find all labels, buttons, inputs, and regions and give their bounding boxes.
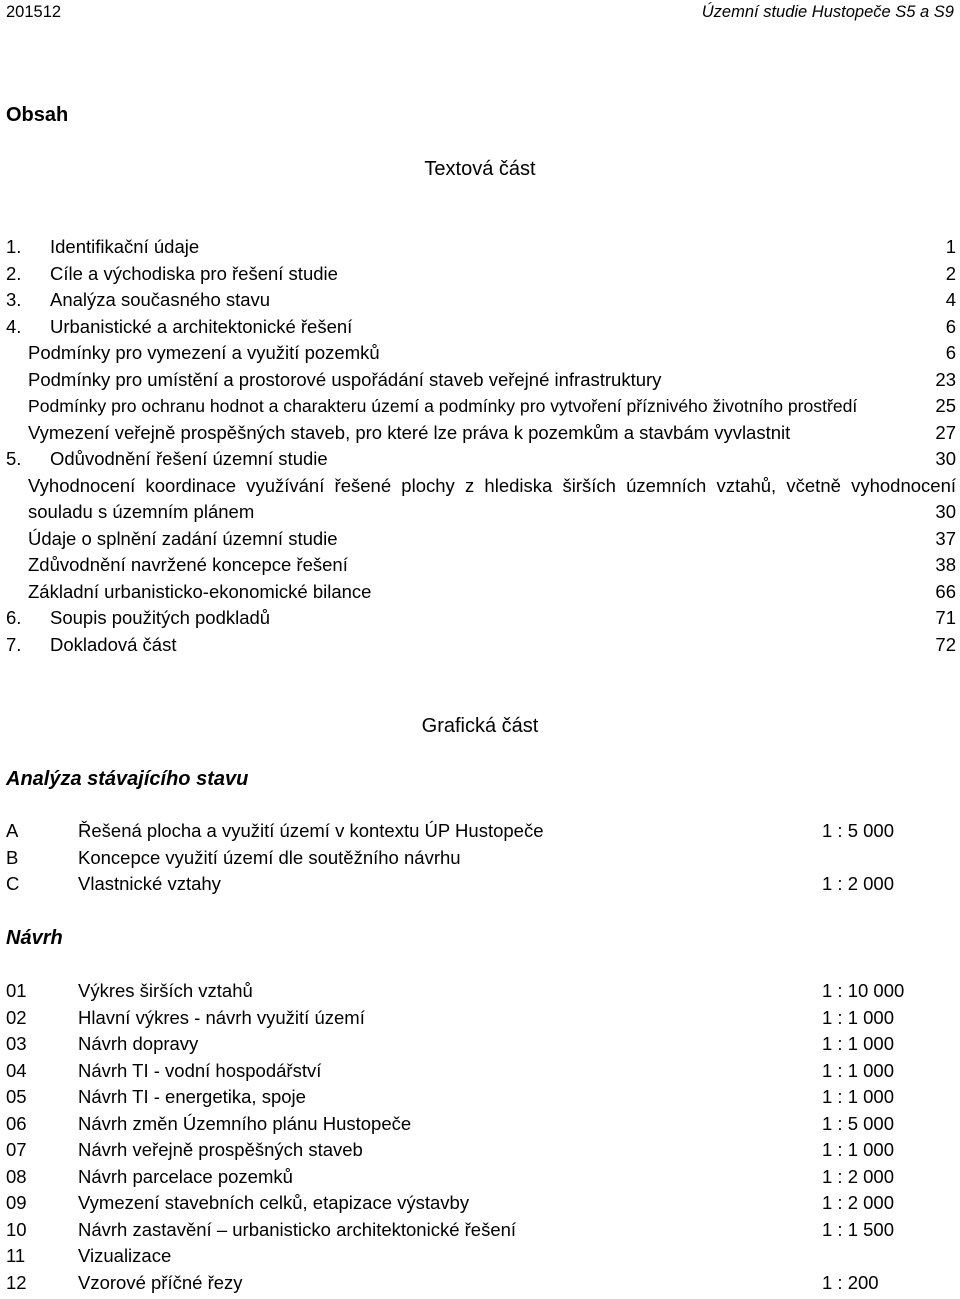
drawing-title: Vymezení stavebních celků, etapizace výstavby: [78, 1192, 470, 1213]
toc-row[interactable]: [6, 287, 956, 314]
toc-number: 3.: [6, 289, 22, 310]
page-header: [6, 3, 954, 23]
drawing-code: C: [6, 873, 20, 894]
drawing-row[interactable]: [6, 1270, 906, 1297]
toc-label: Podmínky pro umístění a prostorové uspořádání staveb veřejné infrastruktury: [28, 368, 662, 390]
toc-page: 23: [935, 368, 956, 390]
toc-row[interactable]: [6, 340, 956, 367]
toc-label: Podmínky pro ochranu hodnot a charakteru území a podmínky pro vytvoření příznivého životního prostředí: [28, 396, 858, 416]
toc-row[interactable]: [6, 234, 956, 261]
drawing-scale: 1 : 1 000: [822, 1006, 895, 1028]
toc-row[interactable]: [6, 420, 956, 447]
drawing-title: Návrh parcelace pozemků: [78, 1165, 293, 1187]
drawing-scale: 1 : 2 000: [822, 873, 895, 894]
drawing-title: Vlastnické vztahy: [78, 873, 221, 894]
drawing-code: 09: [6, 1192, 27, 1213]
drawing-scale: 1 : 5 000: [822, 820, 895, 841]
drawing-code: 02: [6, 1006, 27, 1028]
drawing-row[interactable]: [6, 818, 906, 845]
toc-row[interactable]: [6, 605, 956, 632]
drawing-title: Návrh dopravy: [78, 1033, 199, 1054]
toc-label: Údaje o splnění zadání územní studie: [28, 527, 338, 549]
drawing-code: A: [6, 820, 19, 841]
proposal-heading: Návrh: [6, 927, 63, 949]
drawing-row[interactable]: [6, 1111, 906, 1138]
toc-label: Vyhodnocení koordinace využívání řešené plochy z hlediska širších územních vztahů, včetně vyhodnocení: [28, 474, 956, 496]
drawing-code: B: [6, 846, 19, 868]
toc-label: Identifikační údaje: [50, 236, 200, 257]
drawing-title: Návrh veřejně prospěšných staveb: [78, 1139, 363, 1160]
toc-page: 72: [935, 633, 956, 655]
toc-number: 2.: [6, 262, 22, 284]
drawing-row[interactable]: [6, 1084, 906, 1111]
drawing-scale: 1 : 2 000: [822, 1165, 895, 1187]
toc-label: Dokladová část: [50, 633, 177, 655]
graphic-part-title: Grafická část: [421, 715, 539, 737]
contents-heading: Obsah: [6, 104, 69, 126]
toc-page: 2: [945, 262, 956, 284]
drawing-row[interactable]: [6, 871, 906, 898]
drawing-row[interactable]: [6, 1137, 906, 1164]
drawing-title: Vzorové příčné řezy: [78, 1271, 243, 1293]
toc-page: 1: [945, 236, 956, 257]
drawing-row[interactable]: [6, 1031, 906, 1058]
toc-row[interactable]: [6, 261, 956, 288]
drawing-code: 11: [6, 1245, 26, 1266]
proposal-drawing-list: [6, 978, 906, 1296]
drawing-title: Návrh TI - energetika, spoje: [78, 1086, 306, 1107]
toc-label: Soupis použitých podkladů: [50, 607, 271, 628]
toc-label: Základní urbanisticko-ekonomické bilance: [28, 580, 372, 602]
toc-row[interactable]: [6, 367, 956, 394]
toc-row[interactable]: [6, 499, 956, 526]
toc-row[interactable]: [6, 393, 956, 420]
drawing-scale: 1 : 5 000: [822, 1112, 895, 1134]
toc-page: 38: [935, 554, 956, 575]
toc-label: Urbanistické a architektonické řešení: [50, 315, 353, 337]
drawing-row[interactable]: [6, 1217, 906, 1244]
drawing-scale: 1 : 200: [822, 1271, 879, 1293]
toc-page: 6: [945, 342, 956, 363]
toc-page: 25: [935, 395, 956, 416]
drawing-scale: 1 : 2 000: [822, 1192, 895, 1213]
drawing-scale: 1 : 1 000: [822, 1086, 895, 1107]
drawing-title: Návrh zastavění – urbanisticko architektonické řešení: [78, 1218, 517, 1240]
drawing-row[interactable]: [6, 1190, 906, 1217]
drawing-title: Hlavní výkres - návrh využití území: [78, 1006, 365, 1028]
drawing-scale: 1 : 1 000: [822, 1033, 895, 1054]
drawing-code: 12: [6, 1271, 27, 1293]
document-title: Územní studie Hustopeče S5 a S9: [701, 3, 954, 21]
drawing-code: 08: [6, 1165, 27, 1187]
drawing-row[interactable]: [6, 1243, 906, 1270]
text-part-title: Textová část: [424, 158, 536, 180]
drawing-row[interactable]: [6, 1164, 906, 1191]
drawing-code: 01: [6, 980, 27, 1001]
document-code: 201512: [6, 3, 62, 21]
drawing-code: 06: [6, 1112, 27, 1134]
drawing-title: Řešená plocha a využití území v kontextu ÚP Hustopeče: [78, 820, 544, 841]
drawing-row[interactable]: [6, 978, 906, 1005]
drawing-title: Vizualizace: [78, 1245, 172, 1266]
toc-page: 71: [935, 607, 956, 628]
toc-page: 30: [935, 448, 956, 469]
toc-row[interactable]: [6, 579, 956, 606]
drawing-title: Návrh změn Územního plánu Hustopeče: [78, 1112, 412, 1134]
drawing-title: Návrh TI - vodní hospodářství: [78, 1059, 322, 1081]
toc-number: 4.: [6, 315, 22, 337]
toc-label: Cíle a východiska pro řešení studie: [50, 262, 338, 284]
drawing-scale: 1 : 1 500: [822, 1218, 895, 1240]
text-part-toc: [6, 234, 956, 658]
toc-label: Analýza současného stavu: [50, 289, 271, 310]
drawing-title: Výkres širších vztahů: [78, 980, 253, 1001]
toc-page: 27: [935, 421, 956, 443]
drawing-title: Koncepce využití území dle soutěžního návrhu: [78, 846, 461, 868]
drawing-scale: 1 : 10 000: [822, 980, 905, 1001]
toc-row[interactable]: [6, 632, 956, 659]
analysis-drawing-list: [6, 818, 906, 898]
toc-label: Podmínky pro vymezení a využití pozemků: [28, 342, 380, 363]
drawing-scale: 1 : 1 000: [822, 1059, 895, 1081]
toc-label: souladu s územním plánem: [28, 501, 255, 522]
drawing-code: 03: [6, 1033, 27, 1054]
toc-number: 6.: [6, 607, 22, 628]
toc-page: 6: [945, 315, 956, 337]
toc-row[interactable]: [6, 473, 956, 500]
toc-page: 30: [935, 501, 956, 522]
drawing-scale: 1 : 1 000: [822, 1139, 895, 1160]
drawing-code: 10: [6, 1218, 27, 1240]
drawing-code: 05: [6, 1086, 27, 1107]
toc-row[interactable]: [6, 552, 956, 579]
toc-label: Zdůvodnění navržené koncepce řešení: [28, 554, 348, 575]
toc-number: 1.: [6, 236, 22, 257]
toc-number: 5.: [6, 448, 22, 469]
drawing-code: 04: [6, 1059, 27, 1081]
toc-label: Vymezení veřejně prospěšných staveb, pro které lze práva k pozemkům a stavbám vyvlastnit: [28, 421, 791, 443]
toc-row[interactable]: [6, 314, 956, 341]
toc-page: 66: [935, 580, 956, 602]
toc-number: 7.: [6, 633, 22, 655]
toc-page: 37: [935, 527, 956, 549]
drawing-code: 07: [6, 1139, 27, 1160]
drawing-row[interactable]: [6, 1058, 906, 1085]
toc-label: Odůvodnění řešení územní studie: [50, 448, 328, 469]
analysis-heading: Analýza stávajícího stavu: [6, 768, 249, 790]
toc-row[interactable]: [6, 446, 956, 473]
drawing-row[interactable]: [6, 1005, 906, 1032]
toc-row[interactable]: [6, 526, 956, 553]
toc-page: 4: [945, 289, 956, 310]
drawing-row[interactable]: [6, 845, 906, 872]
